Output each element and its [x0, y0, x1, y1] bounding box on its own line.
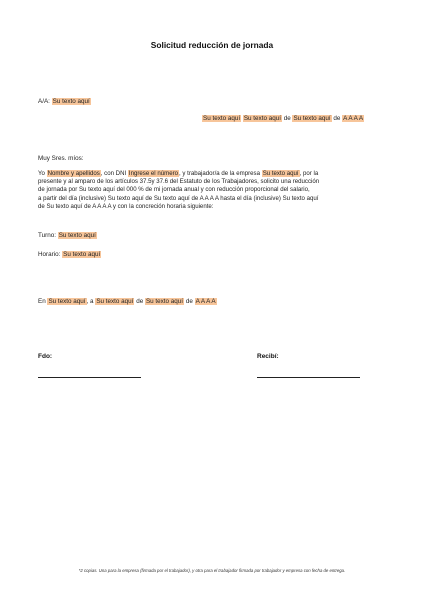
schedule-field[interactable]: Su texto aquí [63, 251, 101, 258]
shift-line [38, 232, 97, 240]
schedule-line [38, 251, 101, 259]
date-day-field[interactable]: Su texto aquí [243, 115, 281, 122]
shift-label: Turno: [38, 232, 56, 239]
date-line [202, 115, 364, 123]
name-field[interactable]: Nombre y apellidos [47, 170, 100, 177]
place-date-line: En Su texto aquí, a Su texto aquí de Su texto aquí de A A A A [38, 298, 216, 305]
greeting: Muy Sres. míos: [38, 155, 84, 162]
shift-field[interactable]: Su texto aquí [58, 232, 96, 239]
signature-line-left [38, 377, 141, 378]
date-sep-de-1: de [283, 115, 291, 122]
footnote: *2 copias. Una para la empresa (firmada por el trabajador), y otra para el trabajador firmada por trabajador y empresa con fecha de entrega. [78, 568, 346, 573]
schedule-label: Horario: [38, 251, 61, 258]
body-line-1: Yo Nombre y apellidos, con DNI Ingrese el número, y trabajador/a de la empresa Su texto aquí, por la [38, 170, 319, 177]
sign-day-field[interactable]: Su texto aquí [96, 298, 134, 305]
date-month-field[interactable]: Su texto aquí [293, 115, 331, 122]
recipient-prefix: A/A: [38, 98, 50, 105]
body-line-3: de jornada por Su texto aquí del 000 % de mi jornada anual y con reducción proporcional del salario, [38, 186, 310, 194]
body-line-2: presente y al amparo de los artículos 37.5y 37.6 del Estatuto de los Trabajadores, solicito una reducción [38, 178, 320, 186]
date-year-field[interactable]: A A A A [343, 115, 364, 122]
company-field[interactable]: Su texto aquí [262, 170, 299, 177]
date-sep-de-2: de [333, 115, 341, 122]
signature-label-right: Recibí: [257, 353, 279, 360]
place-field[interactable]: Su texto aquí [48, 298, 86, 305]
body-paragraph [38, 170, 388, 211]
dni-field[interactable]: Ingrese el número [128, 170, 179, 177]
recipient-field[interactable]: Su texto aquí [52, 98, 90, 105]
body-line-5: de Su texto aquí de A A A A y con la concreción horaria siguiente: [38, 202, 214, 210]
sign-year-field[interactable]: A A A A [195, 298, 216, 305]
date-city-field[interactable]: Su texto aquí [203, 115, 241, 122]
signature-line-right [257, 377, 360, 378]
recipient-line [38, 98, 91, 106]
document-title: Solicitud reducción de jornada [150, 40, 274, 50]
body-line-4: a partir del día (inclusive) Su texto aquí de Su texto aquí de A A A A hasta el día (inclusive) Su texto aquí [38, 194, 319, 202]
signature-label-left: Fdo: [38, 353, 53, 360]
sign-month-field[interactable]: Su texto aquí [145, 298, 184, 305]
